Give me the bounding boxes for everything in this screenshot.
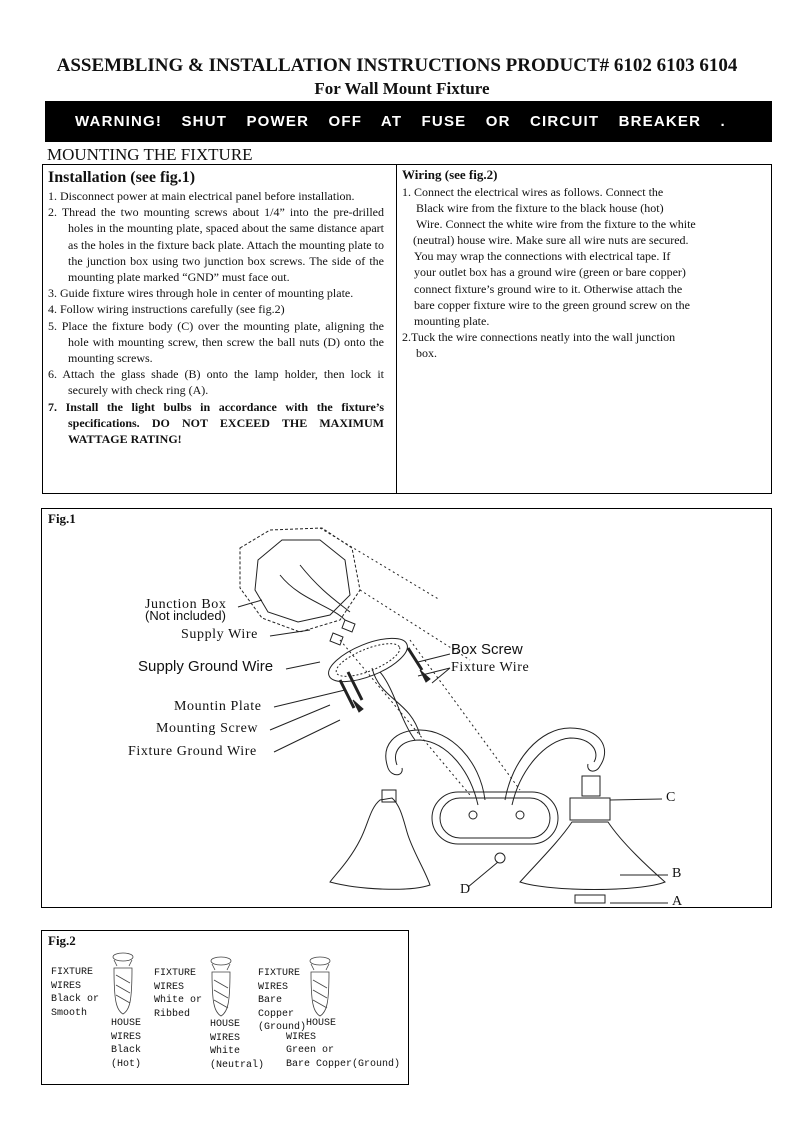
section-title: MOUNTING THE FIXTURE	[47, 145, 253, 164]
wire-nut-icon	[310, 957, 330, 1016]
installation-step-warning: 7. Install the light bulbs in accordance with the fixture’s specifications. DO NOT EXCEED THE MAXIMUM WATTAGE RATING!	[48, 399, 384, 447]
installation-step: 1. Disconnect power at main electrical panel before installation.	[48, 189, 355, 203]
label-b: B	[672, 866, 682, 881]
label-mounting-plate: Mountin Plate	[174, 699, 262, 714]
wiring-line: You may wrap the connections with electrical tape. If	[414, 249, 671, 264]
house-wires-ground-text: HOUSE WIRES Green or Bare Copper(Ground)	[286, 1018, 401, 1070]
installation-step: 4. Follow wiring instructions carefully (see fig.2)	[48, 302, 285, 317]
fixture-wires-white: FIXTURE WIRES White or Ribbed	[154, 968, 203, 1020]
house-wires-ground	[286, 1017, 401, 1071]
label-d: D	[460, 882, 471, 897]
warning-banner: WARNING! SHUT POWER OFF AT FUSE OR CIRCUIT BREAKER .	[42, 101, 772, 142]
wiring-line: Wire. Connect the white wire from the fixture to the white	[416, 217, 696, 232]
label-fixture-wire: Fixture Wire	[451, 660, 530, 675]
house-wires-black: HOUSE WIRES Black (Hot)	[111, 1018, 142, 1070]
wiring-line: bare copper fixture wire to the green ground screw on the	[414, 297, 690, 312]
label-box-screw: Box Screw	[451, 641, 523, 658]
wiring-heading: Wiring (see fig.2)	[402, 167, 498, 182]
wiring-line: box.	[416, 345, 437, 360]
wiring-line: mounting plate.	[414, 313, 490, 328]
wiring-line: your outlet box has a ground wire (green or bare copper)	[414, 265, 686, 280]
wiring-line: (neutral) house wire. Make sure all wire nuts are secured.	[413, 233, 689, 248]
installation-step: 6. Attach the glass shade (B) onto the lamp holder, then lock it securely with check ring (A).	[48, 367, 384, 398]
figure-1-label: Fig.1	[48, 511, 76, 526]
fixture-wires-black: FIXTURE WIRES Black or Smooth	[51, 967, 100, 1019]
wire-nut-icon	[113, 953, 133, 1014]
label-junction-box: Junction Box	[145, 597, 227, 612]
wiring-line: 1. Connect the electrical wires as follows. Connect the	[402, 185, 664, 199]
label-not-included: (Not included)	[145, 608, 226, 623]
wire-nut-icon	[211, 957, 231, 1016]
label-c: C	[666, 790, 676, 805]
house-wires-white: HOUSE WIRES White (Neutral)	[210, 1019, 265, 1071]
wiring-line: connect fixture’s ground wire to it. Otherwise attach the	[414, 281, 683, 296]
wiring-line: Black wire from the fixture to the black house (hot)	[416, 201, 664, 216]
document-subtitle: For Wall Mount Fixture	[314, 79, 490, 98]
label-supply-wire: Supply Wire	[181, 627, 258, 642]
installation-step: 3. Guide fixture wires through hole in center of mounting plate.	[48, 286, 354, 301]
document-title: ASSEMBLING & INSTALLATION INSTRUCTIONS PRODUCT# 6102 6103 6104	[56, 55, 738, 76]
figure-2-label: Fig.2	[48, 933, 76, 948]
fixture-wires-ground: FIXTURE WIRES Bare Copper (Ground)	[258, 968, 307, 1034]
installation-step: 2. Thread the two mounting screws about 1/4” into the pre-drilled holes in the mounting plate, spaced about the same distance apart as the holes in the fixture back plate. Attach the mounting plate to the junction box using two junction box screws. The side of the mounting plate marked “GND” must face out.	[48, 205, 384, 285]
wiring-line: 2.Tuck the wire connections neatly into the wall junction	[402, 329, 676, 344]
label-a: A	[672, 894, 683, 909]
label-mounting-screw: Mounting Screw	[156, 721, 259, 736]
installation-heading: Installation (see fig.1)	[48, 169, 196, 186]
label-fixture-ground-wire: Fixture Ground Wire	[128, 744, 257, 759]
installation-step: 5. Place the fixture body (C) over the mounting plate, aligning the hole with mounting screw, then screw the ball nuts (D) onto the mounting screws.	[48, 318, 384, 366]
label-supply-ground-wire: Supply Ground Wire	[138, 658, 274, 675]
